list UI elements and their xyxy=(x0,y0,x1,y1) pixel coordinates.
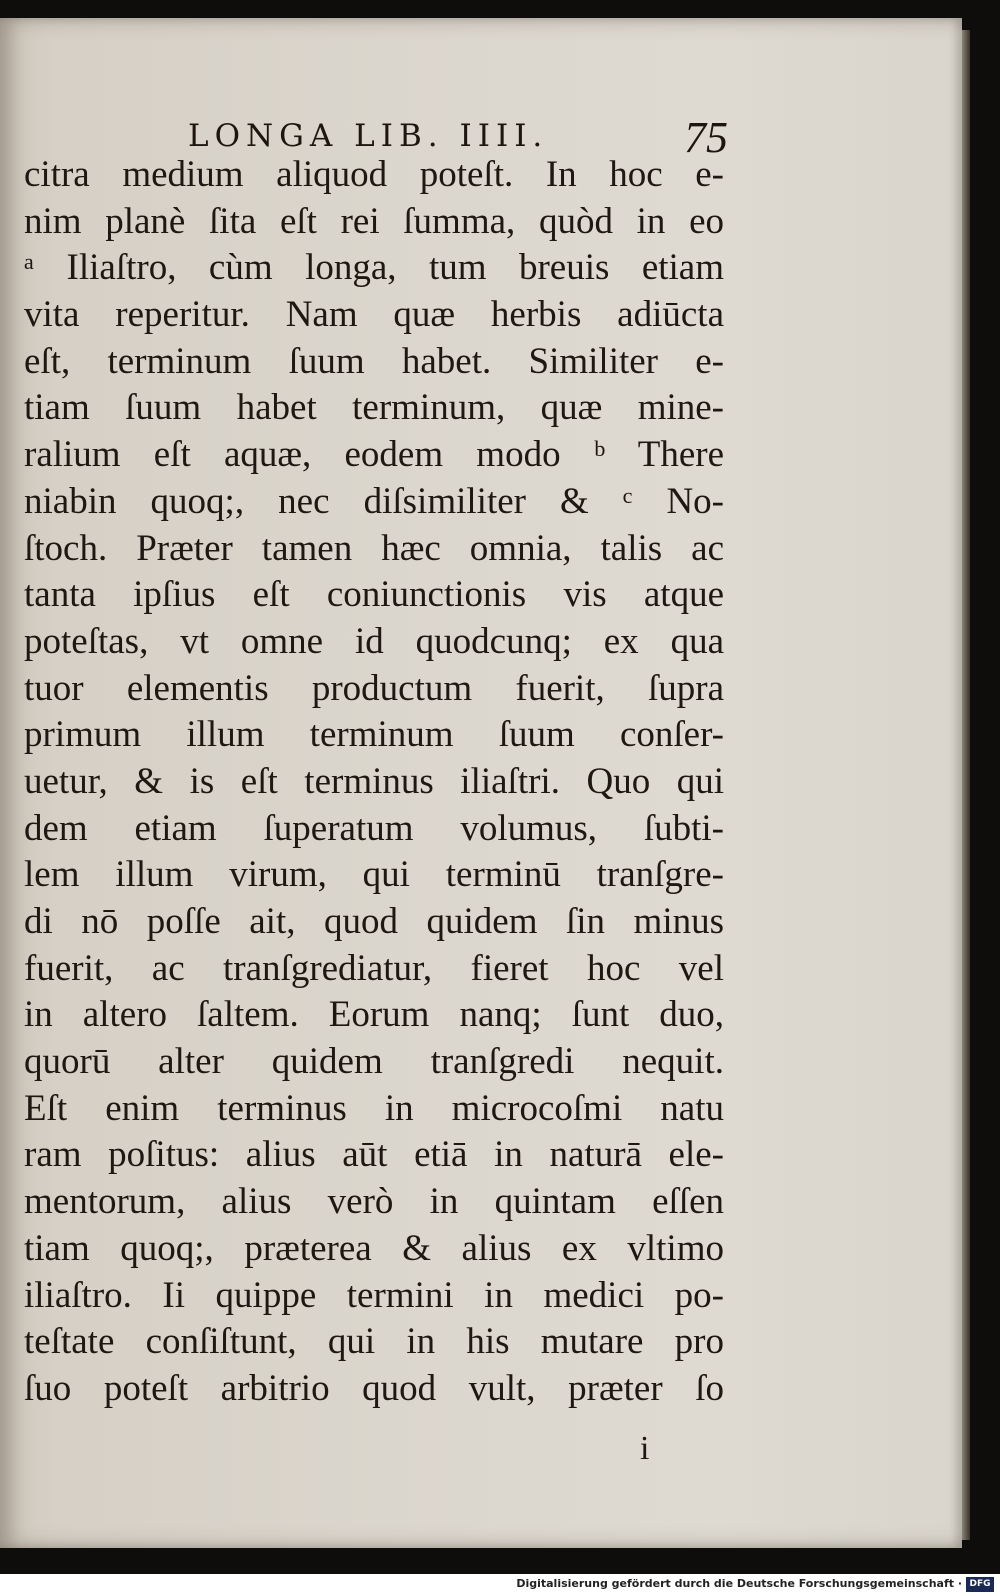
text-line: teſtate conſiſtunt, qui in his mutare pro xyxy=(24,1321,724,1363)
text-line: iliaſtro. Ii quippe termini in medici po- xyxy=(24,1274,724,1316)
signature-mark: i xyxy=(640,1430,650,1467)
text-line: lem illum virum, qui terminū tranſgre- xyxy=(24,854,724,896)
text-line: uetur, & is eſt terminus iliaſtri. Quo qui xyxy=(24,760,724,802)
text-line: ſtoch. Præter tamen hæc omnia, talis ac xyxy=(24,527,724,569)
text-line: vita reperitur. Nam quæ herbis adiūcta xyxy=(24,294,724,336)
text-line: quorū alter quidem tranſgredi nequit. xyxy=(24,1041,724,1083)
book-page xyxy=(0,18,962,1548)
text-line: ſuo poteſt arbitrio quod vult, præter ſo xyxy=(24,1367,724,1409)
text-line: ᵃ Iliaſtro, cùm longa, tum breuis etiam xyxy=(24,247,724,289)
page-number: 75 xyxy=(684,113,728,162)
text-line: poteſtas, vt omne id quodcunq; ex qua xyxy=(24,620,724,662)
text-line: tuor elementis productum fuerit, ſupra xyxy=(24,667,724,709)
text-line: primum illum terminum ſuum conſer- xyxy=(24,714,724,756)
text-line: in altero ſaltem. Eorum nanq; ſunt duo, xyxy=(24,994,724,1036)
text-line: tiam ſuum habet terminum, quæ mine- xyxy=(24,387,724,429)
text-line: ralium eſt aquæ, eodem modo ᵇ There xyxy=(24,434,724,476)
dfg-logo-icon: DFG xyxy=(966,1577,994,1592)
text-line: tiam quoq;, præterea & alius ex vltimo xyxy=(24,1227,724,1269)
text-line: di nō poſſe ait, quod quidem ſin minus xyxy=(24,901,724,942)
footer-bar xyxy=(0,1574,1000,1596)
text-line: tanta ipſius eſt coniunctionis vis atque xyxy=(24,574,724,616)
text-line: eſt, terminum ſuum habet. Similiter e- xyxy=(24,340,724,382)
text-line: mentorum, alius verò in quintam eſſen xyxy=(24,1181,724,1223)
text-line: nim planè ſita eſt rei ſumma, quòd in eo xyxy=(24,200,724,242)
body-text xyxy=(24,152,724,1413)
running-head: LONGA LIB. IIII. xyxy=(188,118,549,154)
text-line: Eſt enim terminus in microcoſmi natu xyxy=(24,1087,724,1129)
text-line: fuerit, ac tranſgrediatur, fieret hoc vel xyxy=(24,947,724,989)
page-edge xyxy=(962,30,970,1540)
text-line: dem etiam ſuperatum volumus, ſubti- xyxy=(24,807,724,849)
text-line: ram poſitus: alius aūt etiā in naturā ele- xyxy=(24,1134,724,1176)
footer-credit: Digitalisierung gefördert durch die Deutsche Forschungsgemeinschaft · xyxy=(516,1577,962,1590)
text-line: niabin quoq;, nec diſsimiliter & ᶜ No- xyxy=(24,480,724,522)
text-line: citra medium aliquod poteſt. In hoc e- xyxy=(24,154,724,195)
